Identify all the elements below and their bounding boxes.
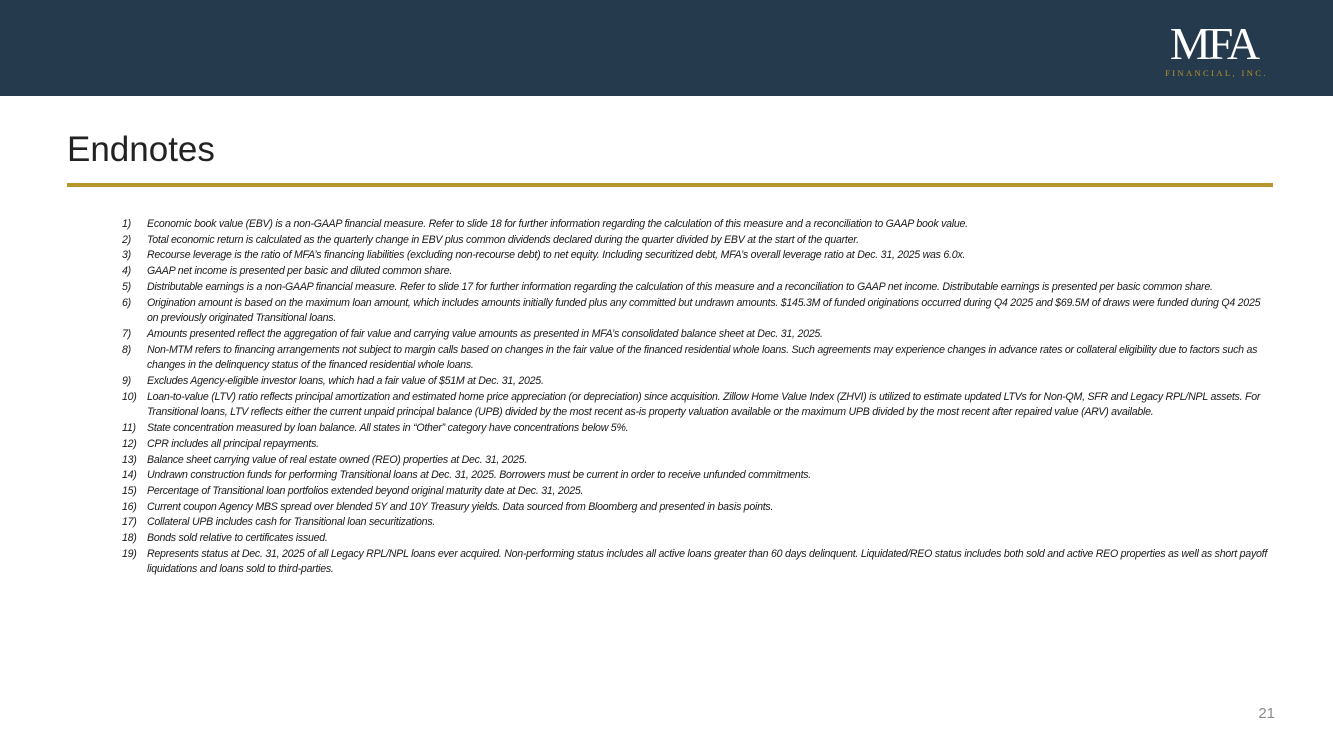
endnote-item bbox=[122, 515, 1267, 531]
endnote-text: Bonds sold relative to certificates issued. bbox=[147, 532, 328, 545]
endnote-number: 11) bbox=[122, 422, 136, 435]
endnote-text: Percentage of Transitional loan portfolios extended beyond original maturity date at Dec. 31, 2025. bbox=[147, 484, 584, 497]
endnote-number: 19) bbox=[122, 547, 137, 560]
endnote-item bbox=[122, 264, 1267, 280]
endnote-number: 14) bbox=[122, 469, 137, 482]
endnote-text: Collateral UPB includes cash for Transitional loan securitizations. bbox=[147, 516, 436, 529]
endnote-number: 6) bbox=[122, 296, 131, 309]
endnote-number: 13) bbox=[122, 453, 137, 466]
endnote-text: Distributable earnings is a non-GAAP financial measure. Refer to slide 17 for further information regarding the calculation of this measure and a reconciliation to GAAP net income. Distributable earnings is presented per basic common share. bbox=[147, 280, 1213, 293]
endnote-text: CPR includes all principal repayments. bbox=[147, 437, 319, 450]
company-logo bbox=[1156, 18, 1271, 78]
endnote-item bbox=[122, 484, 1267, 500]
endnote-item bbox=[122, 374, 1267, 390]
endnote-text: Current coupon Agency MBS spread over blended 5Y and 10Y Treasury yields. Data sourced from Bloomberg and presented in basis points. bbox=[147, 500, 774, 513]
endnote-item bbox=[122, 547, 1267, 578]
endnote-number: 12) bbox=[122, 437, 137, 450]
page-title: Endnotes bbox=[67, 130, 215, 169]
endnote-number: 18) bbox=[122, 532, 137, 545]
endnote-number: 5) bbox=[122, 280, 131, 293]
endnote-item bbox=[122, 280, 1267, 296]
endnote-item bbox=[122, 233, 1267, 249]
endnote-number: 16) bbox=[122, 500, 137, 513]
endnote-number: 8) bbox=[122, 343, 131, 356]
endnote-item bbox=[122, 453, 1267, 469]
endnote-item bbox=[122, 468, 1267, 484]
title-divider bbox=[67, 183, 1273, 187]
endnote-item bbox=[122, 531, 1267, 547]
endnote-number: 17) bbox=[122, 516, 137, 529]
endnote-text: Loan-to-value (LTV) ratio reflects principal amortization and estimated home price appreciation (or depreciation) since acquisition. Zillow Home Value Index (ZHVI) is utilized to estimate updated LTVs for Non-QM, SFR and Legacy RPL/NPL assets. For Transitional loans, LTV reflects either the current unpaid principal balance (UPB) divided by the most recent as-is property valuation available or the maximum UPB divided by the most recent after repaired value (ARV) available. bbox=[147, 390, 1261, 419]
endnote-number: 4) bbox=[122, 265, 131, 278]
endnote-item bbox=[122, 421, 1267, 437]
header-bar bbox=[0, 0, 1333, 96]
endnotes-list bbox=[122, 217, 1267, 578]
endnote-number: 2) bbox=[122, 233, 131, 246]
endnote-text: Non-MTM refers to financing arrangements not subject to margin calls based on changes in the fair value of the financed residential whole loans. Such agreements may experience changes in advance rates or collateral eligibility due to factors such as changes in the delinquency status of the financed residential whole loans. bbox=[147, 343, 1258, 372]
page-number: 21 bbox=[1258, 705, 1275, 722]
endnote-number: 7) bbox=[122, 327, 131, 340]
endnote-number: 3) bbox=[122, 249, 131, 262]
endnote-item bbox=[122, 500, 1267, 516]
endnote-item bbox=[122, 343, 1267, 374]
endnote-text: Undrawn construction funds for performing Transitional loans at Dec. 31, 2025. Borrowers must be current in order to receive unfunded commitments. bbox=[147, 469, 812, 482]
logo-mark: MFA bbox=[1169, 18, 1258, 69]
endnote-text: Origination amount is based on the maximum loan amount, which includes amounts initially funded plus any committed but undrawn amounts. $145.3M of funded originations occurred during Q4 2025 and $69.5M of draws were funded during Q4 2025 on previously originated Transitional loans. bbox=[147, 296, 1261, 325]
endnote-number: 10) bbox=[122, 390, 137, 403]
endnote-text: Amounts presented reflect the aggregation of fair value and carrying value amounts as presented in MFA’s consolidated balance sheet at Dec. 31, 2025. bbox=[147, 327, 823, 340]
endnote-item bbox=[122, 390, 1267, 421]
endnote-item bbox=[122, 296, 1267, 327]
endnote-item bbox=[122, 437, 1267, 453]
endnote-text: State concentration measured by loan balance. All states in “Other” category have concentrations below 5%. bbox=[147, 422, 629, 435]
endnote-number: 1) bbox=[122, 218, 131, 230]
endnote-text: Recourse leverage is the ratio of MFA’s financing liabilities (excluding non-recourse debt) to net equity. Including securitized debt, MFA’s overall leverage ratio at Dec. 31, 2025 was 6.0x. bbox=[147, 249, 966, 262]
endnote-item bbox=[122, 217, 1267, 233]
endnote-text: GAAP net income is presented per basic and diluted common share. bbox=[147, 265, 453, 278]
endnote-number: 9) bbox=[122, 375, 131, 388]
endnote-text: Balance sheet carrying value of real estate owned (REO) properties at Dec. 31, 2025. bbox=[147, 453, 528, 466]
logo-subtitle: FINANCIAL, INC. bbox=[1165, 68, 1268, 78]
endnote-text: Total economic return is calculated as the quarterly change in EBV plus common dividends declared during the quarter divided by EBV at the start of the quarter. bbox=[147, 233, 859, 246]
endnote-item bbox=[122, 327, 1267, 343]
endnote-text: Represents status at Dec. 31, 2025 of all Legacy RPL/NPL loans ever acquired. Non-performing status includes all active loans greater than 60 days delinquent. Liquidated/REO status includes both sold and active REO properties as well as short payoff liquidations and loans sold to third-parties. bbox=[147, 547, 1268, 576]
endnote-item bbox=[122, 248, 1267, 264]
endnote-text: Excludes Agency-eligible investor loans, which had a fair value of $51M at Dec. 31, 2025. bbox=[147, 375, 544, 388]
endnote-text: Economic book value (EBV) is a non-GAAP financial measure. Refer to slide 18 for further information regarding the calculation of this measure and a reconciliation to GAAP book value. bbox=[147, 218, 968, 230]
endnote-number: 15) bbox=[122, 484, 137, 497]
